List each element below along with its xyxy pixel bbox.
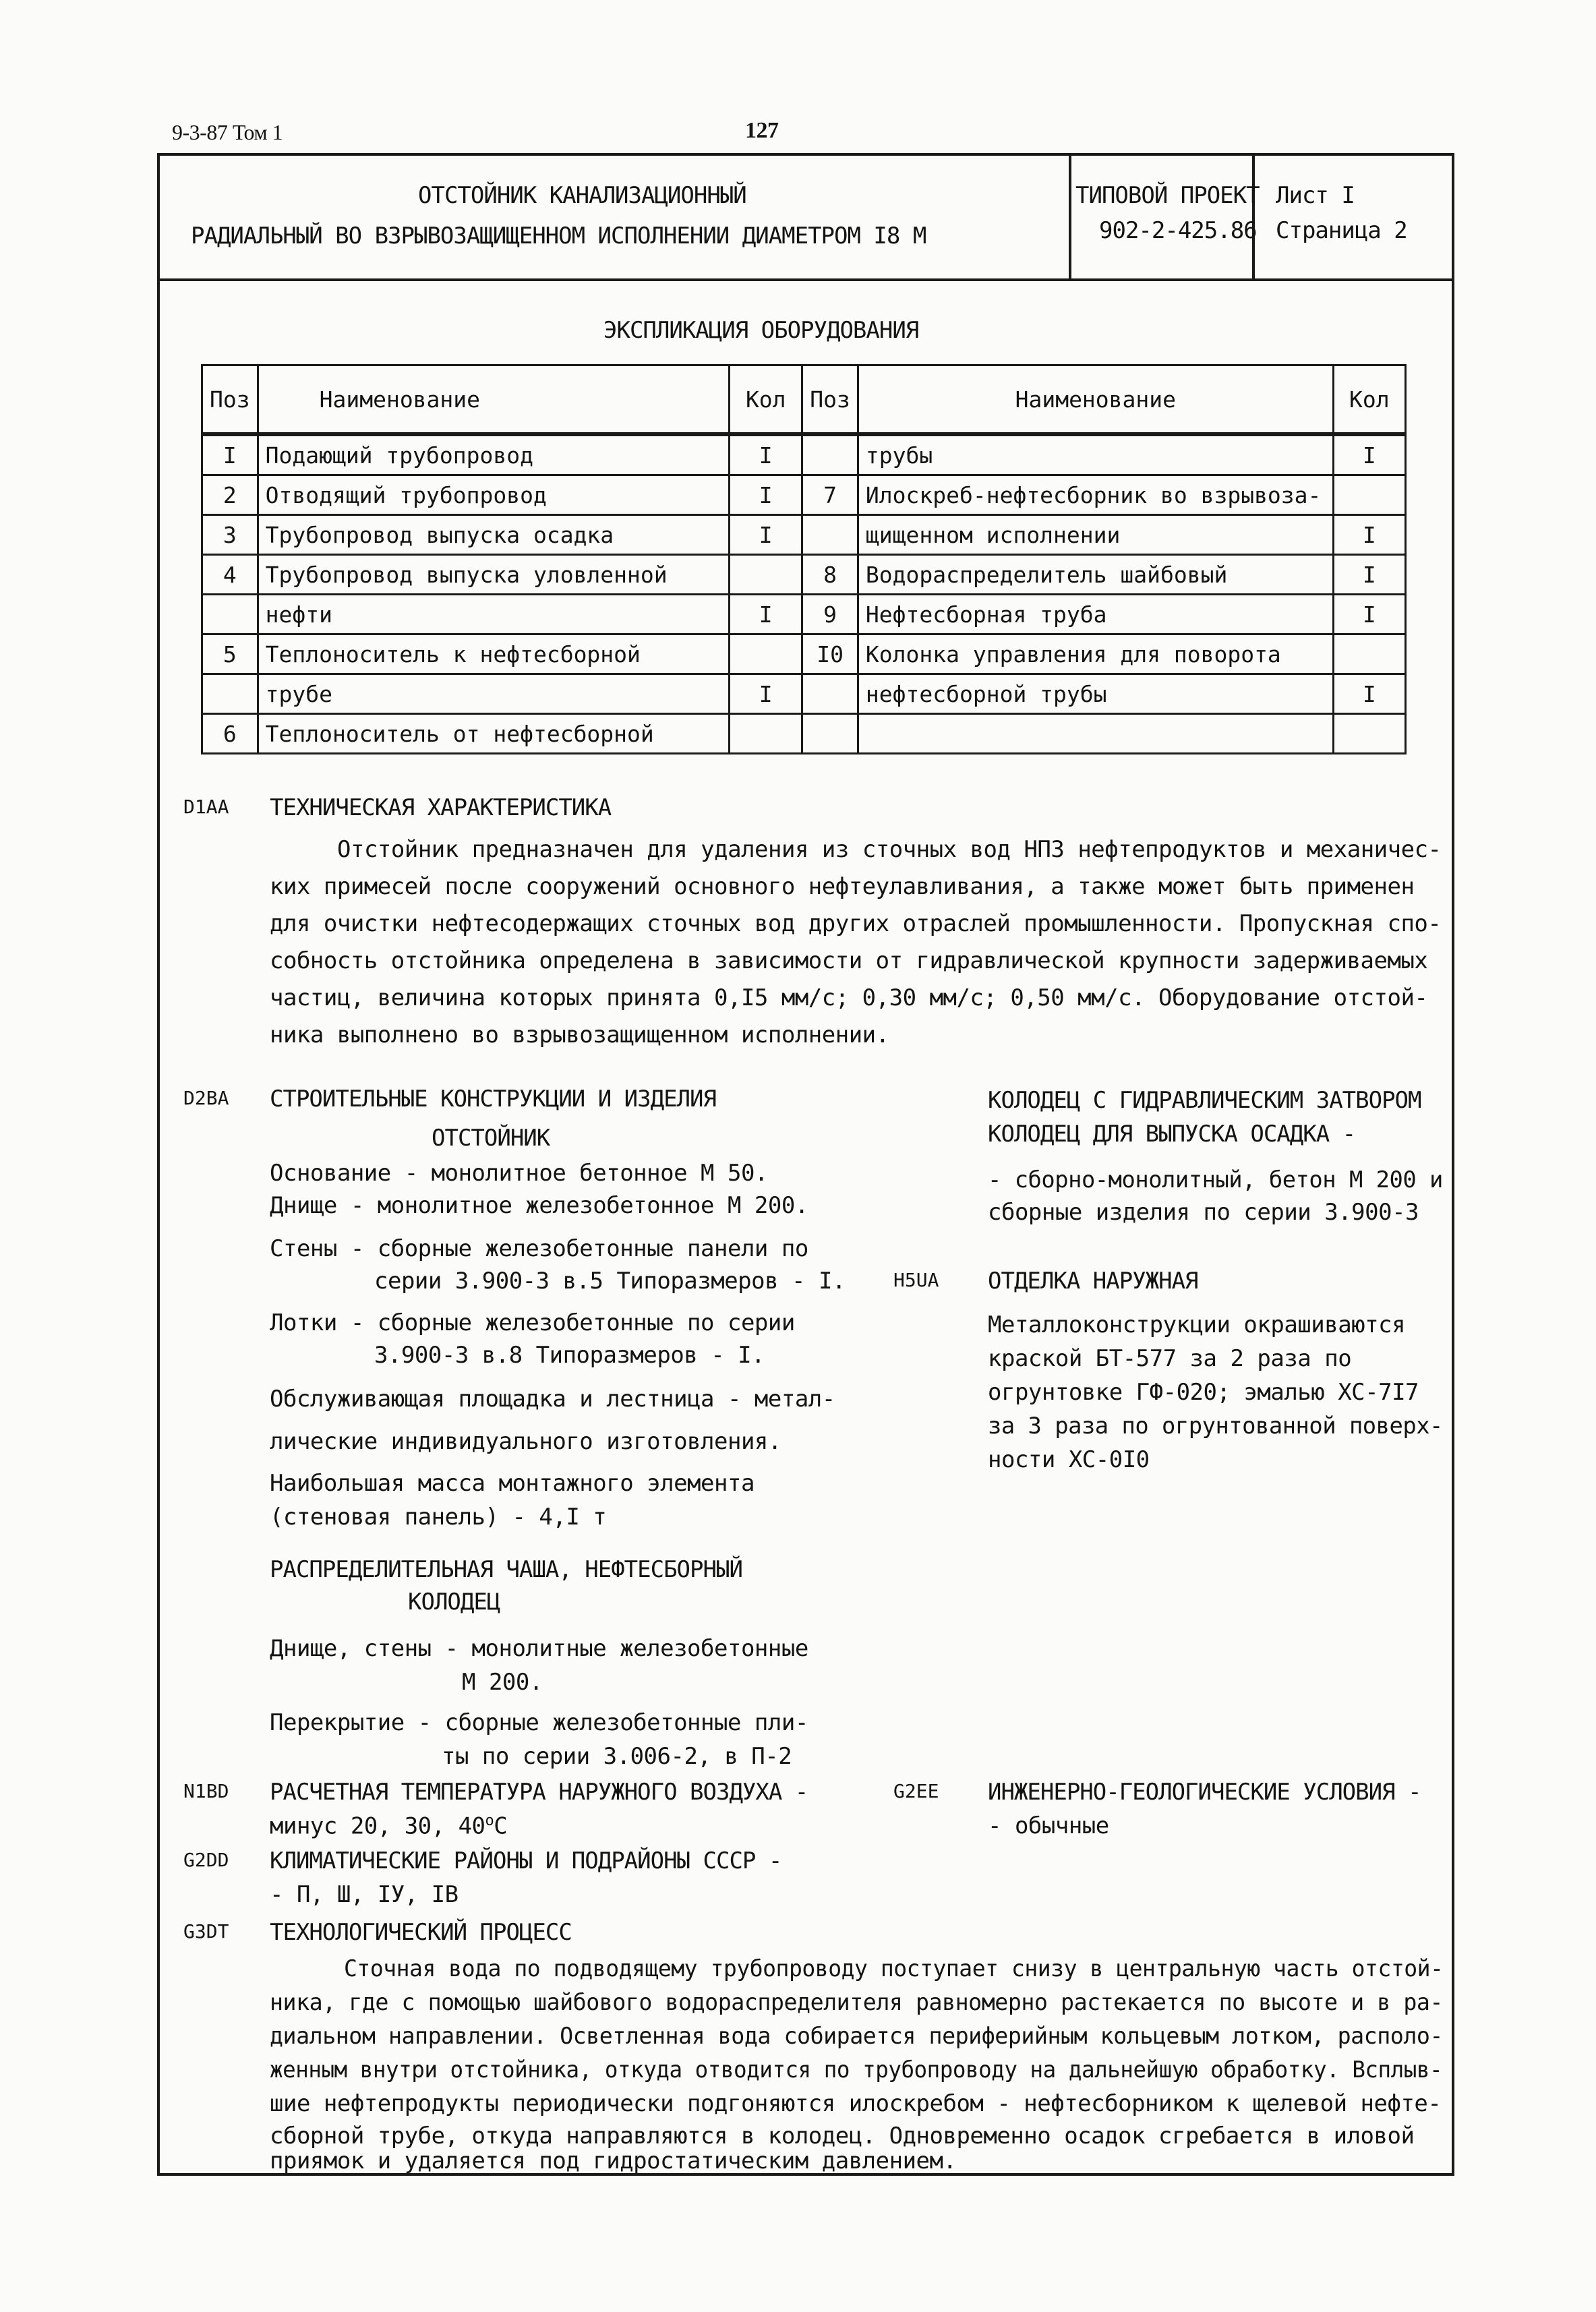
title-line-2: РАДИАЛЬНЫЙ ВО ВЗРЫВОЗАЩИЩЕННОМ ИСПОЛНЕНИИ ДИАМЕТРОМ I8 М (191, 223, 926, 249)
qty-cell (1333, 475, 1405, 515)
name-cell: Трубопровод выпуска уловленной (258, 555, 730, 595)
finish-heading: ОТДЕЛКА НАРУЖНАЯ (988, 1268, 1198, 1295)
qty-cell: I (1333, 515, 1405, 555)
name-cell: трубе (258, 674, 730, 714)
table-header-row (202, 365, 1406, 435)
col-qty-right: Кол (1333, 365, 1405, 435)
table-row (202, 674, 1406, 714)
geology-heading: ИНЖЕНЕРНО-ГЕОЛОГИЧЕСКИЕ УСЛОВИЯ - (988, 1779, 1421, 1806)
well-heading-1: КОЛОДЕЦ С ГИДРАВЛИЧЕСКИМ ЗАТВОРОМ (988, 1087, 1421, 1114)
temperature-code: N1BD (183, 1780, 229, 1802)
title-line-1: ОТСТОЙНИК КАНАЛИЗАЦИОННЫЙ (418, 182, 746, 209)
well-line: - сборно-монолитный, бетон М 200 и (988, 1166, 1443, 1193)
pos-cell: 7 (802, 475, 858, 515)
name-cell: Колонка управления для поворота (858, 634, 1333, 674)
process-line: Сточная вода по подводящему трубопроводу поступает снизу в центральную часть отстой- (344, 1955, 1444, 1982)
qty-cell: I (1333, 595, 1405, 634)
col-name-left: Наименование (258, 365, 730, 435)
table-row (202, 595, 1406, 634)
constructions-line: Наибольшая масса монтажного элемента (270, 1470, 755, 1497)
equipment-title: ЭКСПЛИКАЦИЯ ОБОРУДОВАНИЯ (603, 317, 919, 344)
table-row (202, 475, 1406, 515)
table-row (202, 714, 1406, 754)
constructions-line: ты по серии 3.006-2, в П-2 (442, 1743, 792, 1770)
project-number: 902-2-425.86 (1099, 217, 1257, 244)
name-cell: Теплоноситель к нефтесборной (258, 634, 730, 674)
well-line: сборные изделия по серии 3.900-3 (988, 1199, 1419, 1226)
qty-cell: I (1333, 674, 1405, 714)
finish-line: огрунтовке ГФ-020; эмалью ХС-7I7 (988, 1379, 1419, 1406)
temperature-number: минус 20, 30, 40 (270, 1812, 485, 1840)
constructions-line: Днище, стены - монолитные железобетонные (270, 1635, 808, 1662)
pos-cell (802, 674, 858, 714)
page-number: 127 (745, 118, 779, 143)
pos-cell: 5 (202, 634, 258, 674)
constructions-line: Лотки - сборные железобетонные по серии (270, 1309, 795, 1336)
temperature-heading: РАСЧЕТНАЯ ТЕМПЕРАТУРА НАРУЖНОГО ВОЗДУХА - (270, 1779, 808, 1806)
pos-cell: 2 (202, 475, 258, 515)
name-cell: трубы (858, 434, 1333, 475)
finish-line: Металлоконструкции окрашиваются (988, 1311, 1406, 1338)
constructions-line: Днище - монолитное железобетонное М 200. (270, 1192, 808, 1219)
qty-cell (730, 555, 802, 595)
name-cell: нефти (258, 595, 730, 634)
finish-line: за 3 раза по огрунтованной поверх- (988, 1413, 1443, 1440)
pos-cell: 3 (202, 515, 258, 555)
table-row (202, 434, 1406, 475)
series-label: 9-3-87 Том 1 (172, 120, 283, 144)
constructions-code: D2BA (183, 1087, 229, 1109)
name-cell (858, 714, 1333, 754)
name-cell: Теплоноситель от нефтесборной (258, 714, 730, 754)
process-line: ника, где с помощью шайбового водораспределителя равномерно растекается по высоте и в ра- (270, 1989, 1443, 2016)
qty-cell (730, 714, 802, 754)
qty-cell (1333, 714, 1405, 754)
process-code: G3DT (183, 1920, 229, 1943)
table-row (202, 515, 1406, 555)
header-divider (157, 278, 1454, 281)
well-heading-2: КОЛОДЕЦ ДЛЯ ВЫПУСКА ОСАДКА - (988, 1121, 1356, 1148)
constructions-line: лические индивидуального изготовления. (270, 1428, 781, 1455)
tech-line: Отстойник предназначен для удаления из сточных вод НПЗ нефтепродуктов и механичес- (337, 836, 1442, 863)
tech-line: собность отстойника определена в зависимости от гидравлической крупности задерживаемых (270, 947, 1428, 974)
constructions-line: Обслуживающая площадка и лестница - метал- (270, 1386, 835, 1413)
process-line: диальном направлении. Осветленная вода собирается периферийным кольцевым лотком, располо- (270, 2023, 1443, 2050)
qty-cell (1333, 634, 1405, 674)
degree-sign: о (485, 1812, 494, 1829)
table-row (202, 634, 1406, 674)
pos-cell: 4 (202, 555, 258, 595)
constructions-heading: СТРОИТЕЛЬНЫЕ КОНСТРУКЦИИ И ИЗДЕЛИЯ (270, 1086, 716, 1113)
tech-line: для очистки нефтесодержащих сточных вод других отраслей промышленности. Пропускная спо- (270, 910, 1442, 937)
name-cell: Водораспределитель шайбовый (858, 555, 1333, 595)
climate-value: - П, Ш, IУ, IВ (270, 1881, 459, 1908)
temperature-unit: С (494, 1812, 508, 1840)
geology-value: - обычные (988, 1812, 1109, 1839)
constructions-line: Основание - монолитное бетонное М 50. (270, 1160, 768, 1187)
qty-cell (730, 634, 802, 674)
pos-cell (202, 595, 258, 634)
equipment-table (201, 364, 1407, 754)
climate-heading: КЛИМАТИЧЕСКИЕ РАЙОНЫ И ПОДРАЙОНЫ СССР - (270, 1847, 782, 1874)
header-vline-2 (1252, 153, 1255, 280)
geology-code: G2EE (893, 1780, 939, 1802)
name-cell: Трубопровод выпуска осадка (258, 515, 730, 555)
process-line: женным внутри отстойника, откуда отводится по трубопроводу на дальнейшую обработку. Всплыв- (270, 2056, 1443, 2083)
constructions-line: 3.900-3 в.8 Типоразмеров - I. (374, 1342, 765, 1369)
name-cell: Подающий трубопровод (258, 434, 730, 475)
constructions-line: Стены - сборные железобетонные панели по (270, 1235, 808, 1262)
tech-line: частиц, величина которых принята 0,I5 мм/с; 0,30 мм/с; 0,50 мм/с. Оборудование отстой- (270, 984, 1428, 1011)
pos-cell: 8 (802, 555, 858, 595)
name-cell: Нефтесборная труба (858, 595, 1333, 634)
pos-cell (802, 434, 858, 475)
qty-cell: I (1333, 555, 1405, 595)
tech-heading: ТЕХНИЧЕСКАЯ ХАРАКТЕРИСТИКА (270, 794, 612, 821)
pos-cell: 6 (202, 714, 258, 754)
constructions-sub-well: КОЛОДЕЦ (408, 1589, 500, 1616)
qty-cell: I (730, 674, 802, 714)
finish-line: ности ХС-0I0 (988, 1446, 1150, 1473)
page-label: Страница 2 (1276, 217, 1407, 244)
qty-cell: I (730, 515, 802, 555)
table-row (202, 555, 1406, 595)
col-name-right: Наименование (858, 365, 1333, 435)
pos-cell: 9 (802, 595, 858, 634)
constructions-line: серии 3.900-3 в.5 Типоразмеров - I. (374, 1268, 846, 1295)
name-cell: Отводящий трубопровод (258, 475, 730, 515)
qty-cell: I (730, 475, 802, 515)
constructions-sub-settler: ОТСТОЙНИК (432, 1125, 550, 1152)
pos-cell (802, 714, 858, 754)
process-line: сборной трубе, откуда направляются в колодец. Одновременно осадок сгребается в иловой (270, 2123, 1415, 2150)
col-pos-left: Поз (202, 365, 258, 435)
finish-line: краской БТ-577 за 2 раза по (988, 1345, 1352, 1372)
sheet-label: Лист I (1276, 182, 1355, 209)
process-heading: ТЕХНОЛОГИЧЕСКИЙ ПРОЦЕСС (270, 1919, 572, 1946)
constructions-line: М 200. (462, 1669, 543, 1696)
header-vline-1 (1069, 153, 1071, 280)
tech-code: D1AA (183, 796, 229, 818)
qty-cell: I (730, 434, 802, 475)
col-pos-right: Поз (802, 365, 858, 435)
name-cell: щищенном исполнении (858, 515, 1333, 555)
pos-cell: I0 (802, 634, 858, 674)
col-qty-left: Кол (730, 365, 802, 435)
process-line: шие нефтепродукты периодически подгоняются илоскребом - нефтесборником к щелевой нефте- (270, 2090, 1442, 2117)
qty-cell: I (730, 595, 802, 634)
tech-line: ника выполнено во взрывозащищенном исполнении. (270, 1021, 889, 1048)
finish-code: H5UA (893, 1269, 939, 1291)
pos-cell: I (202, 434, 258, 475)
constructions-sub-bowl: РАСПРЕДЕЛИТЕЛЬНАЯ ЧАША, НЕФТЕСБОРНЫЙ (270, 1556, 742, 1583)
pos-cell (802, 515, 858, 555)
name-cell: нефтесборной трубы (858, 674, 1333, 714)
name-cell: Илоскреб-нефтесборник во взрывоза- (858, 475, 1333, 515)
project-label: ТИПОВОЙ ПРОЕКТ (1075, 182, 1260, 209)
process-line: приямок и удаляется под гидростатическим давлением. (270, 2147, 957, 2174)
pos-cell (202, 674, 258, 714)
climate-code: G2DD (183, 1849, 229, 1871)
constructions-line: (стеновая панель) - 4,I т (270, 1504, 607, 1531)
constructions-line: Перекрытие - сборные железобетонные пли- (270, 1709, 808, 1736)
tech-line: ких примесей после сооружений основного нефтеулавливания, а также может быть применен (270, 873, 1415, 900)
temperature-value (270, 1812, 507, 1839)
qty-cell: I (1333, 434, 1405, 475)
